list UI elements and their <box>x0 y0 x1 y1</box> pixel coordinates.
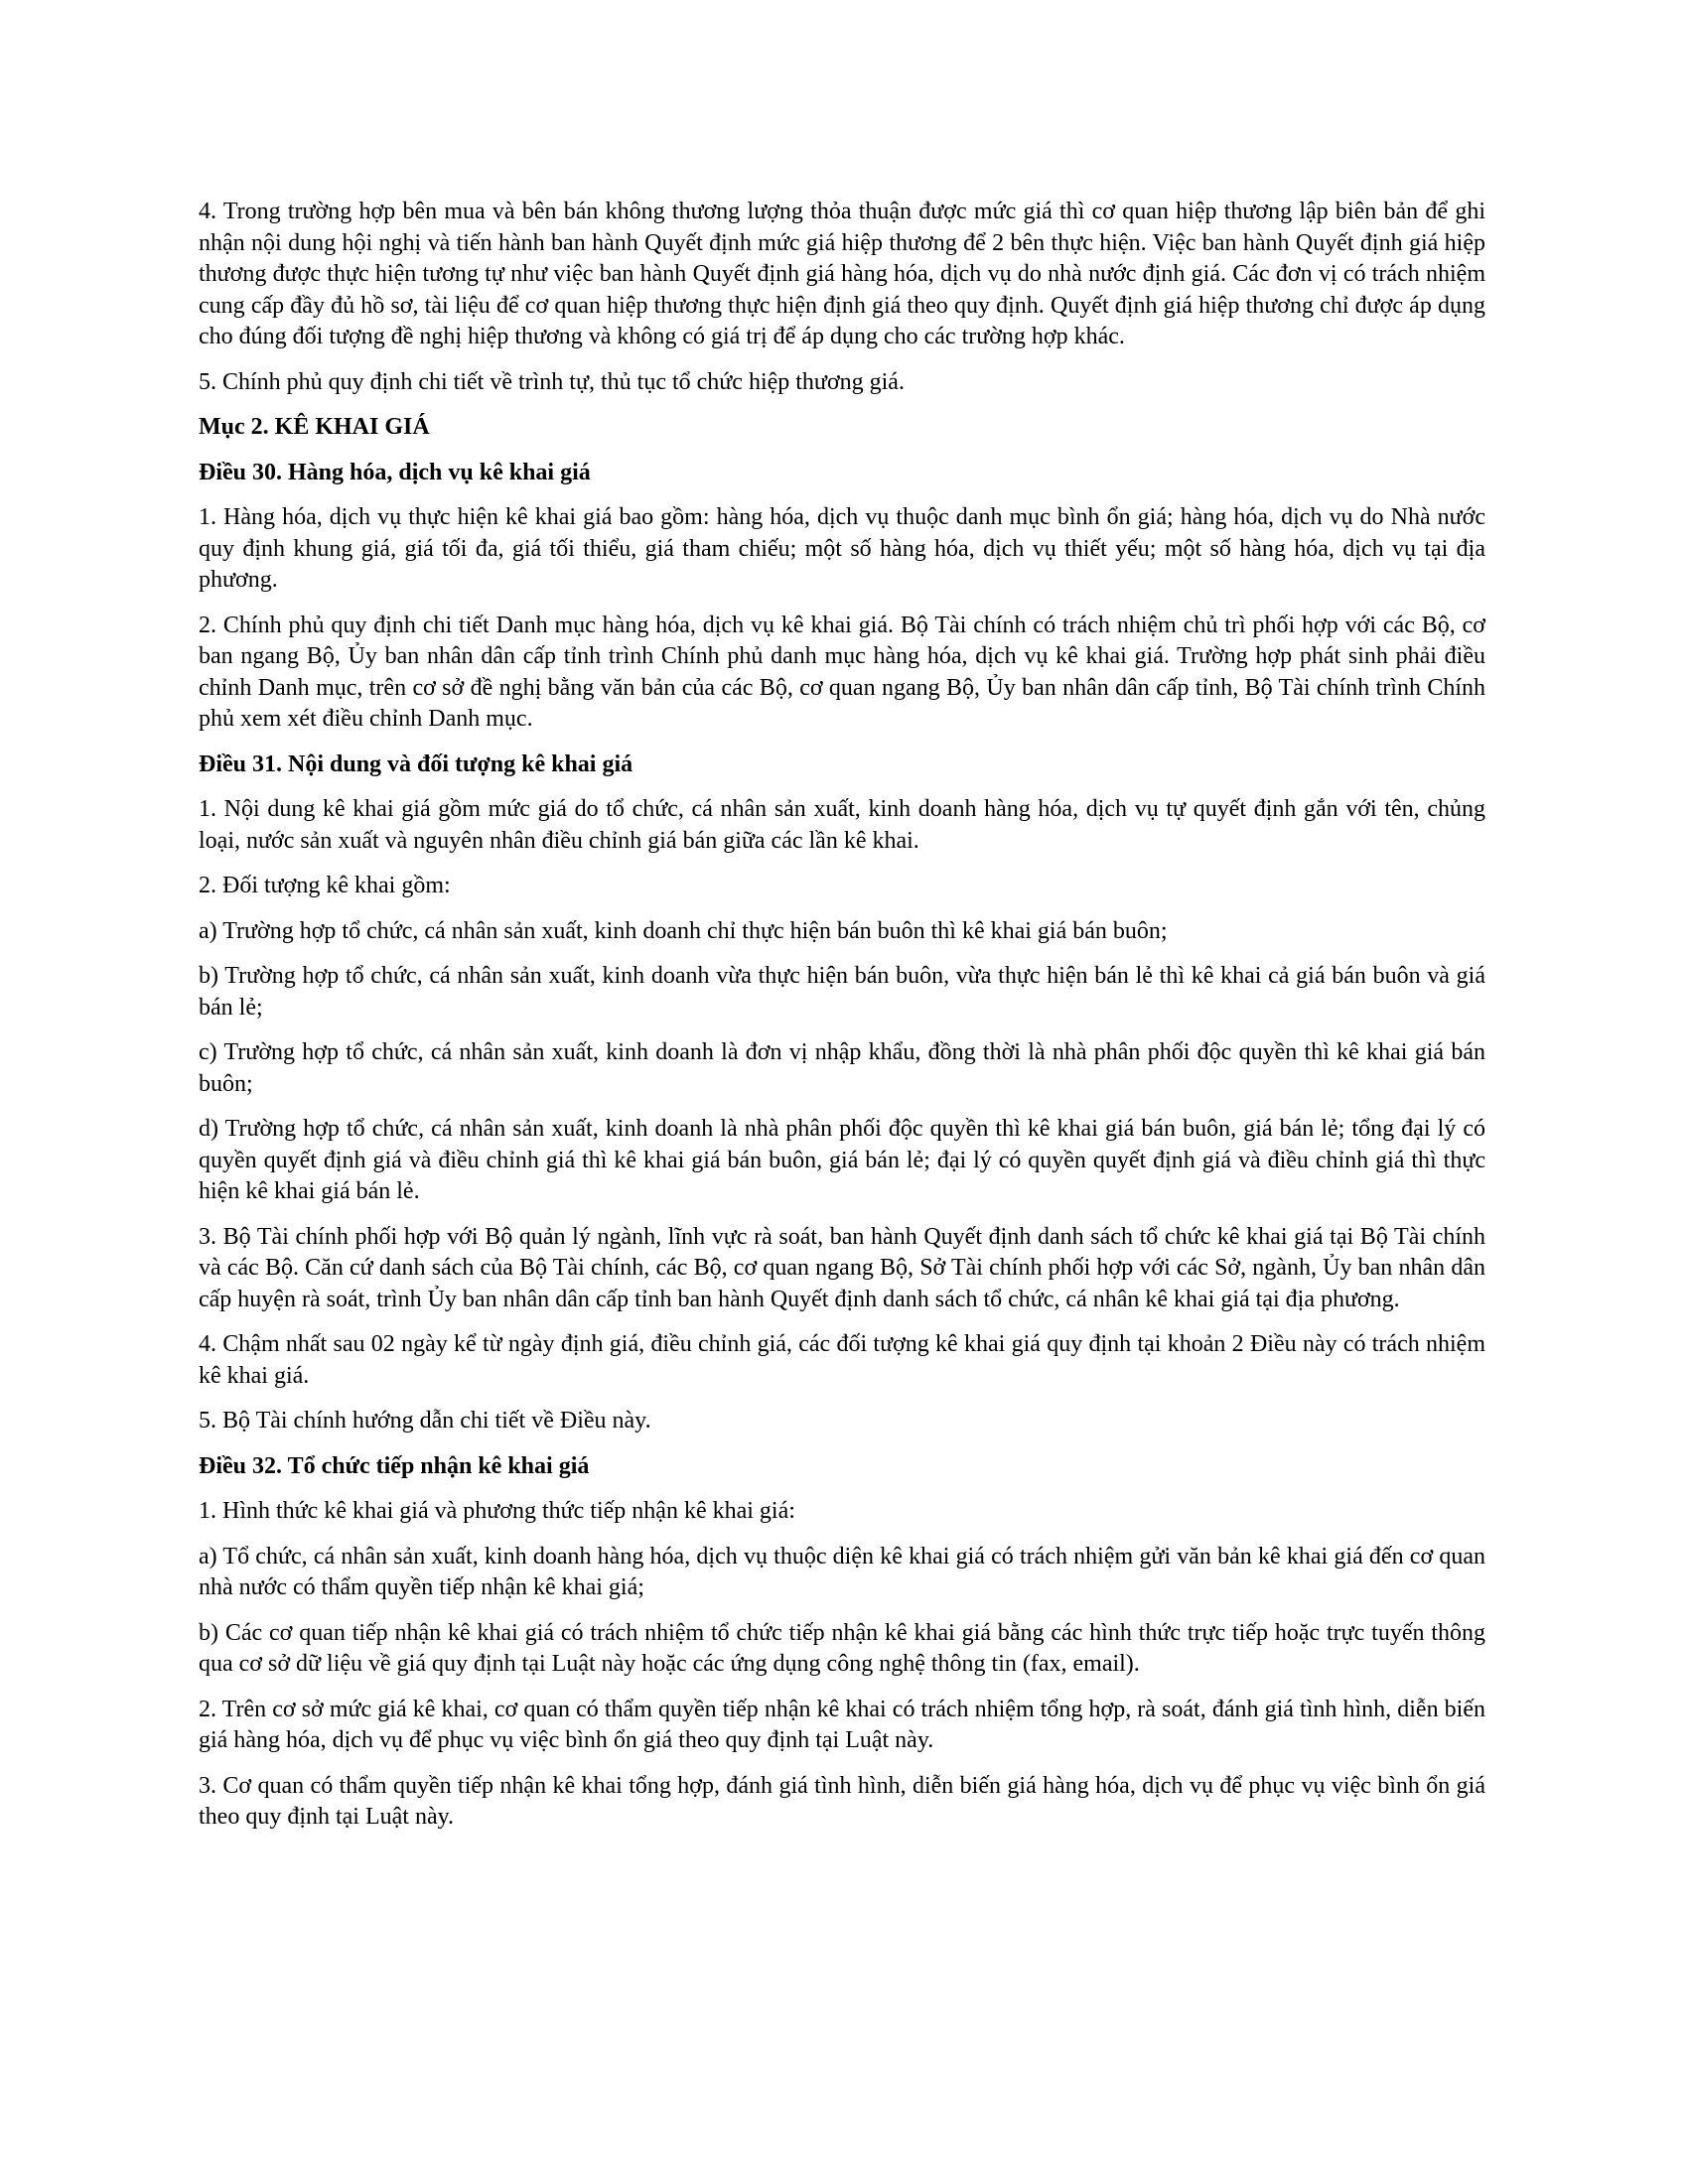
paragraph: 5. Bộ Tài chính hướng dẫn chi tiết về Điều này. <box>199 1408 651 1433</box>
paragraph: d) Trường hợp tổ chức, cá nhân sản xuất, kinh doanh là nhà phân phối độc quyền thì kê khai giá bán buôn, giá bán lẻ; tổng đại lý có quyền quyết định giá và điều chỉnh giá thì kê khai giá bán buôn, giá bán lẻ; đại lý có quyền quyết định giá và điều chỉnh giá thì thực hiện kê khai giá bán lẻ. <box>199 1116 1485 1204</box>
paragraph: 1. Hàng hóa, dịch vụ thực hiện kê khai giá bao gồm: hàng hóa, dịch vụ thuộc danh mục bình ổn giá; hàng hóa, dịch vụ do Nhà nước quy định khung giá, giá tối đa, giá tối thiểu, giá tham chiếu; một số hàng hóa, dịch vụ thiết yếu; một số hàng hóa, dịch vụ tại địa phương. <box>199 504 1485 593</box>
paragraph: 5. Chính phủ quy định chi tiết về trình tự, thủ tục tổ chức hiệp thương giá. <box>199 368 905 395</box>
paragraph: b) Trường hợp tổ chức, cá nhân sản xuất, kinh doanh vừa thực hiện bán buôn, vừa thực hiện bán lẻ thì kê khai cả giá bán buôn và giá bán lẻ; <box>199 963 1485 1021</box>
paragraph: 2. Đối tượng kê khai gồm: <box>199 873 451 898</box>
paragraph: 1. Hình thức kê khai giá và phương thức tiếp nhận kê khai giá: <box>199 1498 795 1524</box>
paragraph: b) Các cơ quan tiếp nhận kê khai giá có trách nhiệm tổ chức tiếp nhận kê khai giá bằng các hình thức trực tiếp hoặc trực tuyến thông qua cơ sở dữ liệu về giá quy định tại Luật này hoặc các ứng dụng công nghệ thông tin (fax, email). <box>199 1619 1485 1677</box>
article-heading: Điều 31. Nội dung và đối tượng kê khai giá <box>199 751 633 777</box>
paragraph: 2. Chính phủ quy định chi tiết Danh mục hàng hóa, dịch vụ kê khai giá. Bộ Tài chính có trách nhiệm chủ trì phối hợp với các Bộ, cơ ban ngang Bộ, Ủy ban nhân dân cấp tỉnh trình Chính phủ danh mục hàng hóa, dịch vụ kê khai giá. Trường hợp phát sinh phải điều chỉnh Danh mục, trên cơ sở đề nghị bằng văn bản của các Bộ, cơ quan ngang Bộ, Ủy ban nhân dân cấp tỉnh, Bộ Tài chính trình Chính phủ xem xét điều chỉnh Danh mục. <box>199 612 1485 732</box>
paragraph: 3. Bộ Tài chính phối hợp với Bộ quản lý ngành, lĩnh vực rà soát, ban hành Quyết định danh sách tổ chức kê khai giá tại Bộ Tài chính và các Bộ. Căn cứ danh sách của Bộ Tài chính, các Bộ, cơ quan ngang Bộ, Sở Tài chính phối hợp với các Sở, ngành, Ủy ban nhân dân cấp huyện rà soát, trình Ủy ban nhân dân cấp tỉnh ban hành Quyết định danh sách tổ chức, cá nhân kê khai giá tại địa phương. <box>199 1223 1485 1312</box>
paragraph: 4. Trong trường hợp bên mua và bên bán không thương lượng thỏa thuận được mức giá thì cơ quan hiệp thương lập biên bản để ghi nhận nội dung hội nghị và tiến hành ban hành Quyết định mức giá hiệp thương để 2 bên thực hiện. Việc ban hành Quyết định giá hiệp thương được thực hiện tương tự như việc ban hành Quyết định giá hàng hóa, dịch vụ do nhà nước định giá. Các đơn vị có trách nhiệm cung cấp đầy đủ hồ sơ, tài liệu để cơ quan hiệp thương thực hiện định giá theo quy định. Quyết định giá hiệp thương chỉ được áp dụng cho đúng đối tượng đề nghị hiệp thương và không có giá trị để áp dụng cho các trường hợp khác. <box>199 199 1485 349</box>
paragraph: c) Trường hợp tổ chức, cá nhân sản xuất, kinh doanh là đơn vị nhập khẩu, đồng thời là nhà phân phối độc quyền thì kê khai giá bán buôn; <box>199 1039 1485 1097</box>
document-page <box>199 197 1485 1847</box>
article-heading: Điều 32. Tổ chức tiếp nhận kê khai giá <box>199 1452 590 1479</box>
paragraph: 2. Trên cơ sở mức giá kê khai, cơ quan có thẩm quyền tiếp nhận kê khai có trách nhiệm tổng hợp, rà soát, đánh giá tình hình, diễn biến giá hàng hóa, dịch vụ để phục vụ việc bình ổn giá theo quy định tại Luật này. <box>199 1696 1485 1753</box>
article-heading: Điều 30. Hàng hóa, dịch vụ kê khai giá <box>199 459 591 485</box>
paragraph: 3. Cơ quan có thẩm quyền tiếp nhận kê khai tổng hợp, đánh giá tình hình, diễn biến giá hàng hóa, dịch vụ để phục vụ việc bình ổn giá theo quy định tại Luật này. <box>199 1772 1485 1830</box>
paragraph: 4. Chậm nhất sau 02 ngày kể từ ngày định giá, điều chỉnh giá, các đối tượng kê khai giá quy định tại khoản 2 Điều này có trách nhiệm kê khai giá. <box>199 1331 1485 1389</box>
section-heading: Mục 2. KÊ KHAI GIÁ <box>199 414 430 440</box>
paragraph: a) Tổ chức, cá nhân sản xuất, kinh doanh hàng hóa, dịch vụ thuộc diện kê khai giá có trách nhiệm gửi văn bản kê khai giá đến cơ quan nhà nước có thẩm quyền tiếp nhận kê khai giá; <box>199 1543 1485 1600</box>
paragraph: a) Trường hợp tổ chức, cá nhân sản xuất, kinh doanh chỉ thực hiện bán buôn thì kê khai giá bán buôn; <box>199 917 1168 944</box>
paragraph: 1. Nội dung kê khai giá gồm mức giá do tổ chức, cá nhân sản xuất, kinh doanh hàng hóa, dịch vụ tự quyết định gắn với tên, chủng loại, nước sản xuất và nguyên nhân điều chỉnh giá bán giữa các lần kê khai. <box>199 796 1485 854</box>
